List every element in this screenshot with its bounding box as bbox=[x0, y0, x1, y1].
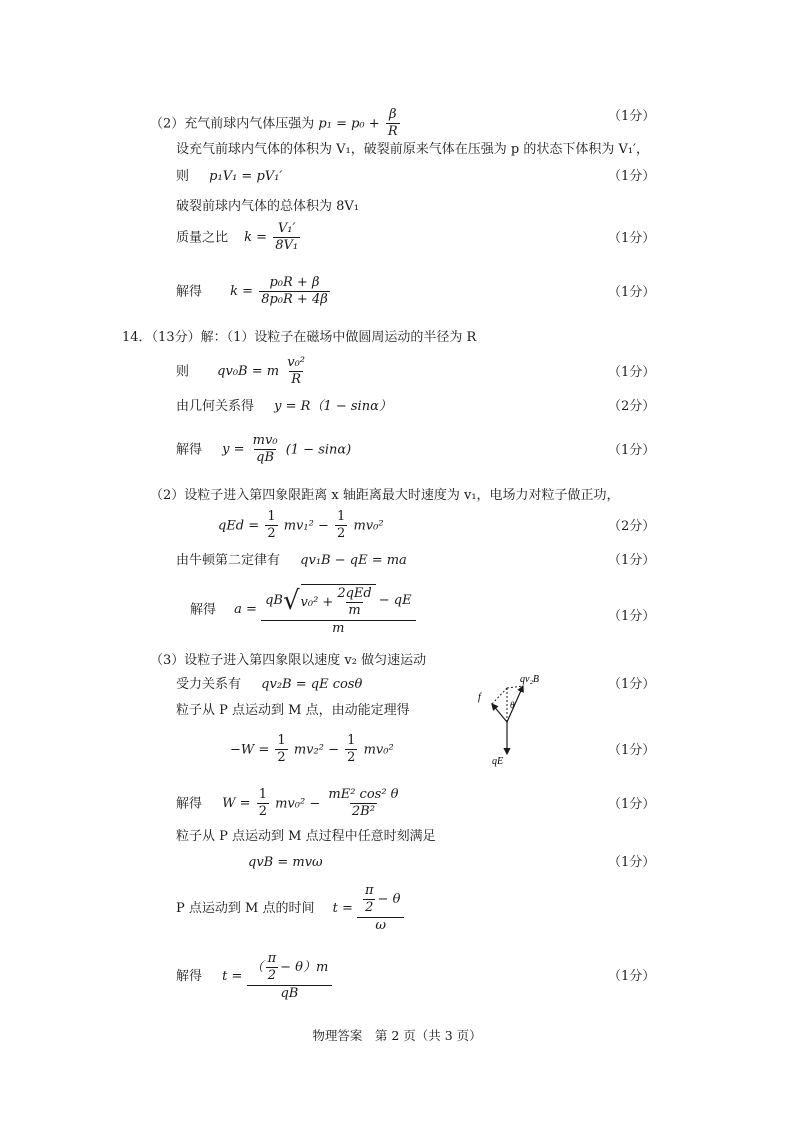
score-label: （1分） bbox=[608, 231, 656, 246]
force-label: 受力关系有 bbox=[176, 677, 242, 692]
radicand-v0sq: v₀² + bbox=[300, 594, 334, 610]
force-balance-line bbox=[176, 678, 362, 691]
ratio-fraction bbox=[273, 222, 300, 254]
force-equation: qv₂B = qE cosθ bbox=[261, 677, 363, 692]
theta-m: − θ）m bbox=[280, 959, 329, 975]
part2-title: （2）充气前球内气体压强为 bbox=[150, 116, 315, 132]
label-theta: θ bbox=[510, 700, 515, 710]
kinetic-term-1: mv₂² bbox=[293, 742, 324, 758]
p1v1-equation: p₁V₁ = pV₁′ bbox=[209, 169, 283, 184]
fraction-denominator: m bbox=[261, 620, 416, 636]
kinetic-term-2: mv₀² bbox=[353, 518, 384, 534]
lorentz-lhs: qv₀B = m bbox=[217, 364, 280, 380]
work-energy-line bbox=[218, 510, 384, 542]
label-qv2b: qv₂B bbox=[520, 674, 540, 685]
radical-icon: √ bbox=[282, 586, 300, 617]
a-solution-line bbox=[190, 584, 416, 636]
fraction-numerator: 1 bbox=[258, 787, 267, 802]
score-label: （1分） bbox=[608, 677, 656, 692]
time-label: P 点运动到 M 点的时间 bbox=[176, 900, 315, 916]
y-fraction bbox=[251, 434, 280, 466]
newton-line bbox=[176, 554, 407, 567]
page-footer: 物理答案 第 2 页（共 3 页） bbox=[312, 1028, 482, 1043]
part2-pressure-line bbox=[150, 108, 402, 140]
qb-prefix: qB bbox=[265, 593, 283, 609]
w-equation-line bbox=[230, 734, 394, 766]
fraction-numerator: V₁′ bbox=[277, 221, 296, 236]
fraction-numerator: β bbox=[388, 107, 397, 122]
fraction-denominator: 8p₀R + 4β bbox=[261, 292, 328, 308]
q14-part2-title: （2）设粒子进入第四象限距离 x 轴距离最大时速度为 v₁，电场力对粒子做正功， bbox=[150, 488, 620, 503]
t-lhs: t = bbox=[332, 900, 353, 916]
half-fraction bbox=[335, 510, 347, 542]
q14-part3-title: （3）设粒子进入第四象限以速度 v₂ 做匀速运动 bbox=[150, 653, 427, 668]
total-volume-text: 破裂前球内气体的总体积为 8V₁ bbox=[176, 199, 360, 214]
half-fraction bbox=[345, 734, 357, 766]
fraction-denominator: qB bbox=[247, 985, 333, 1001]
fraction-denominator: 2 bbox=[267, 968, 276, 984]
score-label: （2分） bbox=[608, 399, 656, 414]
score-label: （1分） bbox=[608, 609, 656, 624]
solve-label: 解得 bbox=[190, 602, 217, 618]
k-lhs: k = bbox=[244, 230, 268, 246]
a-fraction bbox=[263, 584, 414, 636]
score-label: （1分） bbox=[608, 855, 656, 870]
fraction-numerator: p₀R + β bbox=[269, 275, 320, 290]
fraction-denominator: 2 bbox=[365, 900, 374, 916]
solve-label: 解得 bbox=[176, 796, 203, 812]
score-label: （2分） bbox=[608, 519, 656, 534]
label-qe: qE bbox=[492, 756, 504, 767]
t-solution-numerator bbox=[249, 952, 331, 985]
kinetic-term-2: mv₀² bbox=[363, 742, 394, 758]
minus-sign: − bbox=[317, 518, 329, 534]
score-label: （1分） bbox=[608, 169, 656, 184]
fraction-numerator: 2qEd bbox=[337, 586, 372, 601]
k-solution-line bbox=[176, 276, 332, 308]
score-label: （1分） bbox=[608, 553, 656, 568]
score-label: （1分） bbox=[608, 365, 656, 380]
half-fraction bbox=[265, 510, 277, 542]
fraction-denominator: R bbox=[291, 372, 301, 388]
score-label: （1分） bbox=[608, 969, 656, 984]
friction-force-arrow bbox=[492, 704, 507, 722]
fraction-numerator: v₀² bbox=[287, 355, 305, 370]
radicand-fraction bbox=[335, 587, 373, 619]
square-root bbox=[283, 584, 376, 619]
score-label: （1分） bbox=[608, 109, 656, 124]
solve-label: 解得 bbox=[176, 442, 203, 458]
minus-theta: − θ bbox=[377, 891, 401, 907]
fraction-denominator: ω bbox=[357, 917, 404, 933]
fraction-numerator: 1 bbox=[347, 733, 356, 748]
fraction-denominator: qB bbox=[256, 450, 275, 466]
fraction-denominator: 2B² bbox=[351, 804, 375, 820]
minus-sign: − bbox=[328, 742, 339, 758]
fraction-denominator: 2 bbox=[347, 750, 356, 766]
score-label: （1分） bbox=[608, 797, 656, 812]
solve-label: 解得 bbox=[176, 284, 203, 300]
p1-equation-lhs: p₁ = p₀ + bbox=[318, 116, 380, 132]
fraction-numerator: 1 bbox=[267, 509, 276, 524]
score-label: （1分） bbox=[608, 443, 656, 458]
omega-equation: qvB = mvω bbox=[248, 855, 323, 870]
q14-radius-line bbox=[176, 356, 309, 388]
mass-ratio-label: 质量之比 bbox=[176, 230, 229, 246]
fraction-denominator: 2 bbox=[258, 804, 267, 820]
construction-dash-2 bbox=[507, 686, 523, 688]
fraction-denominator: R bbox=[387, 124, 398, 140]
t-lhs: t = bbox=[222, 968, 243, 984]
t-solution-fraction bbox=[249, 952, 331, 1001]
force-diagram bbox=[470, 668, 560, 768]
volume-definition-text: 设充气前球内气体的体积为 V₁，破裂前原来气体在压强为 p 的状态下体积为 V₁′， bbox=[176, 142, 650, 157]
fraction-numerator: π bbox=[365, 883, 374, 898]
mass-ratio-line bbox=[176, 222, 302, 254]
half-fraction bbox=[275, 734, 287, 766]
pi-over-two bbox=[363, 884, 376, 916]
label-f: f bbox=[478, 692, 481, 703]
fraction-denominator: 2 bbox=[337, 526, 346, 542]
energy-theorem-text: 粒子从 P 点运动到 M 点，由动能定理得 bbox=[176, 703, 410, 718]
score-label: （1分） bbox=[608, 743, 656, 758]
w-fraction bbox=[326, 788, 400, 820]
geometry-line bbox=[176, 400, 392, 413]
y-solution-line bbox=[176, 434, 351, 466]
v0sq-over-r-fraction bbox=[285, 356, 307, 388]
fraction-denominator: 2 bbox=[267, 526, 276, 542]
construction-dash-1 bbox=[492, 688, 507, 704]
geometry-label: 由几何关系得 bbox=[176, 399, 255, 414]
fraction-numerator: mE² cos² θ bbox=[328, 787, 399, 802]
time-line bbox=[176, 884, 404, 933]
fraction-numerator: mv₀ bbox=[252, 433, 278, 448]
solve-label: 解得 bbox=[176, 968, 203, 984]
k-fraction bbox=[259, 276, 330, 308]
radicand bbox=[301, 584, 376, 619]
fraction-numerator: 1 bbox=[277, 733, 286, 748]
k-lhs: k = bbox=[230, 284, 254, 300]
t-fraction bbox=[359, 884, 402, 933]
p1v1-line bbox=[176, 170, 282, 183]
y-lhs: y = bbox=[222, 442, 245, 458]
newton-label: 由牛顿第二定律有 bbox=[176, 553, 281, 568]
any-time-text: 粒子从 P 点运动到 M 点过程中任意时刻满足 bbox=[176, 829, 436, 844]
fraction-numerator: π bbox=[267, 951, 277, 966]
score-label: （1分） bbox=[608, 285, 656, 300]
then-label: 则 bbox=[176, 169, 190, 184]
kinetic-term-1: mv₁² bbox=[283, 518, 314, 534]
fraction-denominator: 2 bbox=[277, 750, 286, 766]
half-fraction bbox=[257, 788, 269, 820]
minus-qe: − qE bbox=[378, 593, 412, 609]
t-solution-line bbox=[176, 952, 332, 1001]
w-lhs: −W = bbox=[230, 742, 270, 758]
w-lhs: W = bbox=[222, 796, 251, 812]
beta-over-r-fraction bbox=[386, 108, 400, 140]
a-lhs: a = bbox=[234, 602, 257, 618]
then-label: 则 bbox=[176, 364, 190, 380]
pi-over-two bbox=[266, 952, 279, 984]
newton-equation: qv₁B − qE = ma bbox=[300, 553, 407, 568]
geometry-equation: y = R（1 − sinα） bbox=[274, 399, 392, 414]
kinetic-term: mv₀² − bbox=[275, 796, 321, 812]
fraction-denominator: m bbox=[348, 603, 361, 619]
t-numerator bbox=[359, 884, 402, 917]
w-solution-line bbox=[176, 788, 403, 820]
fraction-numerator: 1 bbox=[337, 509, 346, 524]
fraction-denominator: 8V₁ bbox=[275, 238, 299, 254]
y-tail: (1 − sinα) bbox=[285, 442, 352, 458]
qed-lhs: qEd = bbox=[218, 518, 260, 534]
open-paren: （ bbox=[250, 959, 264, 975]
q14-header: 14．（13分）解：（1）设粒子在磁场中做圆周运动的半径为 R bbox=[122, 330, 477, 345]
a-numerator bbox=[263, 584, 414, 620]
